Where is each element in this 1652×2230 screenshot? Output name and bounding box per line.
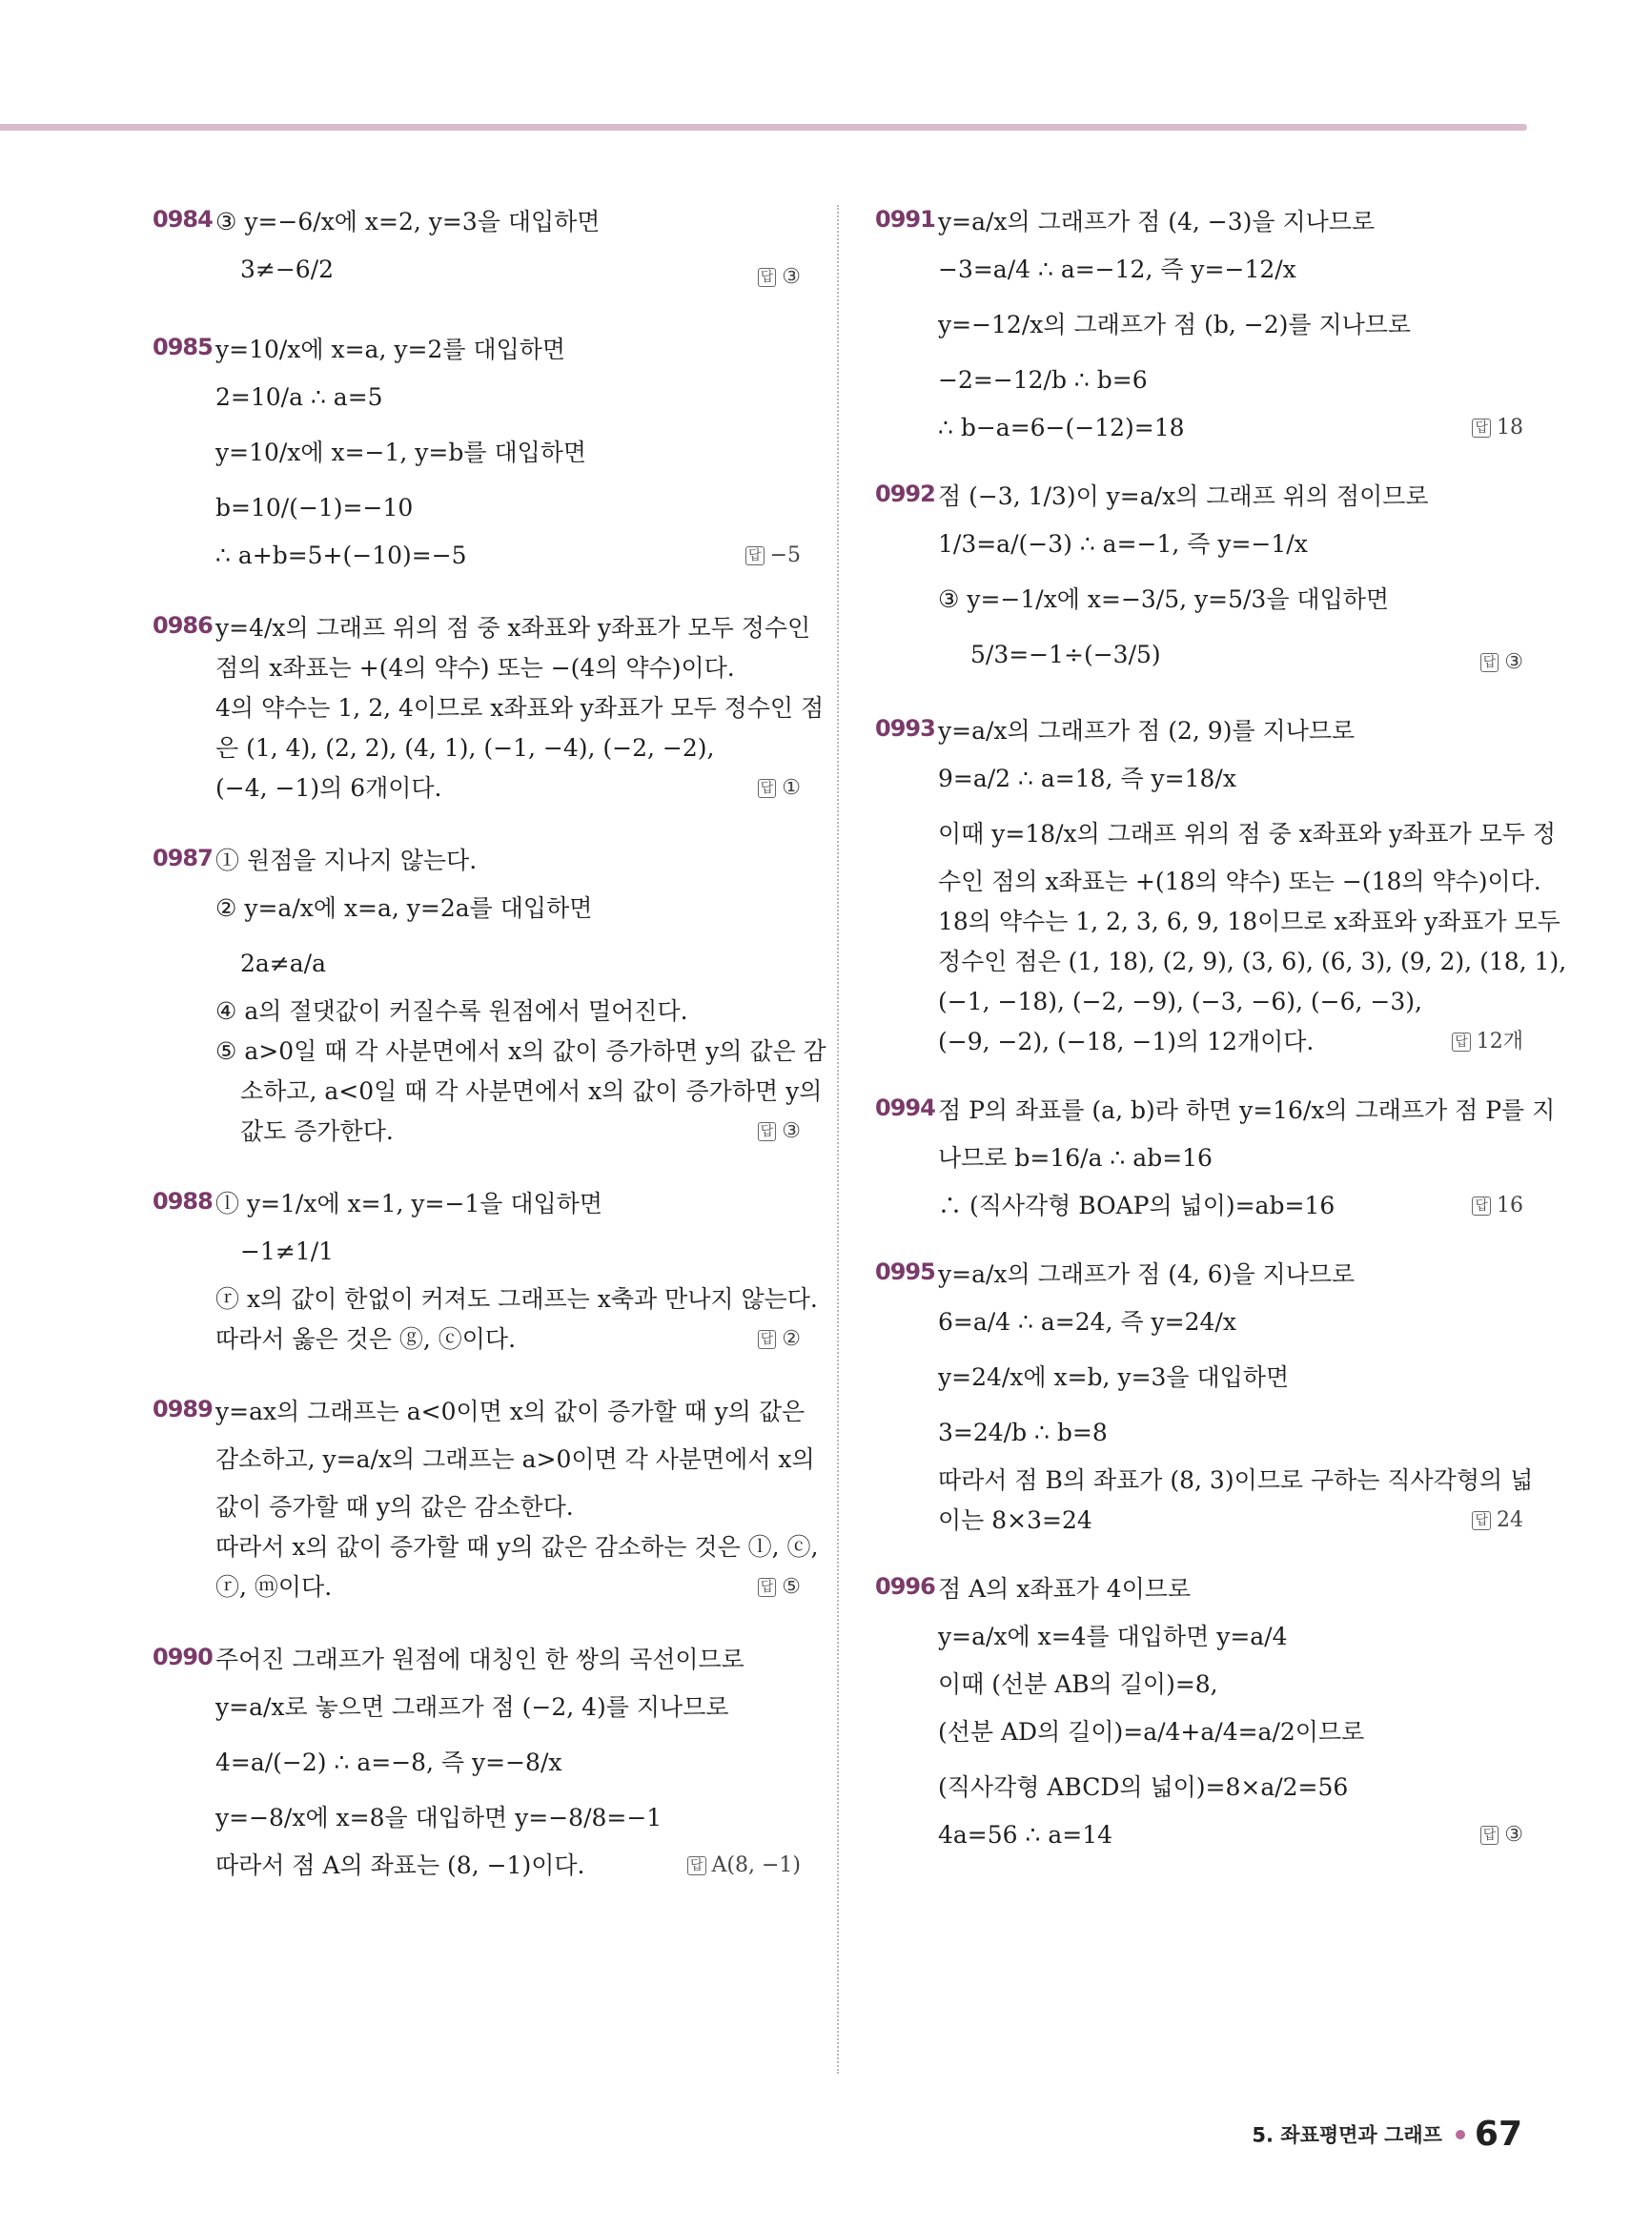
- solution-line: [215, 202, 801, 242]
- problem-0986: [153, 608, 825, 808]
- solution-line: [938, 1569, 1523, 1609]
- answer-value: 18: [1497, 415, 1523, 440]
- solution-text: ① 원점을 지나지 않는다.: [215, 847, 478, 874]
- solution-text: 6=a/4 ∴ a=24, 즉 y=24/x: [938, 1308, 1236, 1336]
- answer-value: −5: [769, 542, 801, 567]
- answer-mark-icon: 답: [758, 779, 777, 798]
- problem-0992: [875, 477, 1523, 683]
- answer-label: [687, 1853, 801, 1878]
- problem-0989: [153, 1392, 819, 1607]
- problem-number: 0988: [153, 1188, 213, 1215]
- solution-text: b=10/(−1)=−10: [215, 494, 414, 522]
- solution-line: [215, 841, 801, 881]
- solution-text: 3=24/b ∴ b=8: [938, 1419, 1108, 1446]
- answer-mark-icon: 답: [1472, 1511, 1491, 1530]
- solution-text: 나므로 b=16/a ∴ ab=16: [938, 1144, 1213, 1172]
- answer-mark-icon: 답: [1472, 419, 1491, 438]
- problem-0985: [153, 330, 801, 576]
- solution-text: 4의 약수는 1, 2, 4이므로 x좌표와 y좌표가 모두 정수인 점: [215, 694, 825, 722]
- solution-line: [215, 1567, 801, 1607]
- solution-line: [215, 1392, 806, 1432]
- solution-line: [215, 1032, 826, 1072]
- solution-text: y=a/x의 그래프가 점 (2, 9)를 지나므로: [938, 717, 1356, 745]
- solution-text: 18의 약수는 1, 2, 3, 6, 9, 18이므로 x좌표와 y좌표가 모두: [938, 908, 1560, 935]
- solution-text: 따라서 옳은 것은 ⓖ, ⓒ이다.: [215, 1325, 517, 1353]
- solution-text: 4=a/(−2) ∴ a=−8, 즉 y=−8/x: [215, 1749, 562, 1776]
- solution-text: ∴ (직사각형 BOAP의 넓이)=ab=16: [938, 1192, 1336, 1219]
- solution-text: ⓡ, ⓜ이다.: [215, 1573, 333, 1601]
- solution-text: ⓛ y=1/x에 x=1, y=−1을 대입하면: [215, 1190, 603, 1217]
- solution-line: [215, 536, 801, 576]
- solution-text: 소하고, a<0일 때 각 사분면에서 x의 값이 증가하면 y의: [240, 1077, 823, 1105]
- answer-mark-icon: 답: [758, 1122, 777, 1141]
- problem-number: 0996: [875, 1573, 935, 1600]
- solution-text: y=24/x에 x=b, y=3을 대입하면: [938, 1363, 1290, 1391]
- solution-line: [938, 942, 1567, 982]
- solution-text: ⑤ a>0일 때 각 사분면에서 x의 값이 증가하면 y의 값은 감: [215, 1037, 826, 1065]
- answer-label: [745, 543, 801, 568]
- solution-text: 수인 점의 x좌표는 +(18의 약수) 또는 −(18의 약수)이다.: [938, 868, 1541, 895]
- solution-line: [938, 1350, 1523, 1405]
- problem-number: 0994: [875, 1095, 935, 1121]
- solution-line: [938, 1091, 1556, 1131]
- solution-line: [938, 711, 1523, 751]
- problem-number: 0991: [875, 206, 935, 233]
- problem-0988: [153, 1184, 818, 1360]
- solution-line: [938, 1609, 1523, 1665]
- solution-text: ⓡ x의 값이 한없이 커져도 그래프는 x축과 만나지 않는다.: [215, 1285, 818, 1313]
- answer-value: ③: [782, 1118, 801, 1143]
- solution-line: [215, 608, 811, 648]
- solution-line: [215, 1680, 801, 1735]
- solution-text: (−9, −2), (−18, −1)의 12개이다.: [938, 1028, 1315, 1055]
- problem-0990: [153, 1640, 801, 1886]
- solution-text: y=−8/x에 x=8을 대입하면 y=−8/8=−1: [215, 1804, 663, 1831]
- solution-text: y=ax의 그래프는 a<0이면 x의 값이 증가할 때 y의 값은: [215, 1398, 806, 1425]
- solution-line: [938, 202, 1523, 242]
- solution-text: y=4/x의 그래프 위의 점 중 x좌표와 y좌표가 모두 정수인: [215, 614, 811, 642]
- solution-line: [938, 1501, 1523, 1541]
- solution-text: 따라서 점 B의 좌표가 (8, 3)이므로 구하는 직사각형의 넓: [938, 1466, 1534, 1494]
- problem-0987: [153, 841, 826, 1152]
- solution-text: 점 A의 x좌표가 4이므로: [938, 1575, 1192, 1603]
- solution-text: 감소하고, y=a/x의 그래프는 a>0이면 각 사분면에서 x의: [215, 1445, 815, 1473]
- solution-text: y=10/x에 x=a, y=2를 대입하면: [215, 336, 566, 363]
- solution-line: [938, 408, 1523, 448]
- solution-line: [938, 1760, 1523, 1815]
- solution-line: [215, 1846, 801, 1886]
- solution-line: [215, 1320, 801, 1360]
- solution-text: ③ y=−1/x에 x=−3/5, y=5/3을 대입하면: [938, 585, 1390, 613]
- solution-line: [938, 751, 1523, 807]
- solution-line: [215, 992, 801, 1032]
- solution-line: [215, 1224, 801, 1279]
- solution-line: [938, 1255, 1523, 1295]
- top-accent-rule: [0, 124, 1527, 131]
- solution-text: ④ a의 절댓값이 커질수록 원점에서 멀어진다.: [215, 997, 688, 1025]
- page-footer: [1252, 2115, 1522, 2154]
- solution-line: [215, 1432, 815, 1487]
- problem-number: 0987: [153, 845, 213, 871]
- solution-text: −2=−12/b ∴ b=6: [938, 366, 1148, 394]
- answer-label: [1480, 1823, 1523, 1848]
- solution-line: [938, 1665, 1523, 1705]
- solution-text: ∴ b−a=6−(−12)=18: [938, 414, 1185, 441]
- solution-line: [938, 1815, 1523, 1855]
- answer-label: [758, 1575, 801, 1600]
- solution-text: (−4, −1)의 6개이다.: [215, 774, 442, 802]
- solution-text: −1≠1/1: [240, 1238, 335, 1265]
- solution-text: 9=a/2 ∴ a=18, 즉 y=18/x: [938, 765, 1236, 792]
- solution-text: 점 (−3, 1/3)이 y=a/x의 그래프 위의 점이므로: [938, 482, 1429, 510]
- problem-0996: [875, 1569, 1523, 1855]
- solution-text: 정수인 점은 (1, 18), (2, 9), (3, 6), (6, 3), (9, 2), (18, 1),: [938, 948, 1567, 975]
- answer-mark-icon: 답: [1452, 1033, 1471, 1052]
- column-divider: [837, 205, 839, 2074]
- solution-line: [215, 1790, 801, 1846]
- solution-text: 따라서 x의 값이 증가할 때 y의 값은 감소하는 것은 ⓛ, ⓒ,: [215, 1533, 819, 1561]
- solution-line: [215, 1640, 801, 1680]
- solution-text: 은 (1, 4), (2, 2), (4, 1), (−1, −4), (−2, −2),: [215, 734, 715, 762]
- solution-line: [215, 648, 801, 688]
- solution-line: [215, 1184, 801, 1224]
- solution-line: [215, 370, 801, 425]
- right-column: [875, 202, 1567, 1855]
- solution-text: 2=10/a ∴ a=5: [215, 383, 383, 411]
- problem-number: 0992: [875, 481, 935, 507]
- solution-text: 점의 x좌표는 +(4의 약수) 또는 −(4의 약수)이다.: [215, 654, 735, 682]
- problem-0991: [875, 202, 1523, 448]
- solution-line: [938, 862, 1541, 902]
- solution-line: [215, 242, 801, 297]
- solution-line: [938, 1295, 1523, 1350]
- solution-text: ∴ a+b=5+(−10)=−5: [215, 542, 467, 569]
- answer-value: ③: [1504, 1822, 1523, 1847]
- problem-0984: [153, 202, 801, 297]
- solution-text: 4a=56 ∴ a=14: [938, 1821, 1113, 1849]
- solution-line: [215, 688, 825, 728]
- answer-mark-icon: 답: [758, 1578, 777, 1597]
- solution-line: [938, 477, 1523, 517]
- answer-value: A(8, −1): [711, 1852, 801, 1877]
- solution-line: [215, 881, 801, 936]
- solution-line: [938, 627, 1523, 683]
- solution-text: 이때 y=18/x의 그래프 위의 점 중 x좌표와 y좌표가 모두 정: [938, 820, 1556, 848]
- footer-dot-icon: [1456, 2130, 1465, 2139]
- solution-line: [938, 1405, 1523, 1461]
- solution-text: y=−12/x의 그래프가 점 (b, −2)를 지나므로: [938, 311, 1412, 338]
- solution-line: [215, 1112, 801, 1152]
- answer-mark-icon: 답: [758, 268, 777, 287]
- solution-line: [215, 481, 801, 536]
- solution-line: [215, 1279, 818, 1320]
- solution-text: 점 P의 좌표를 (a, b)라 하면 y=16/x의 그래프가 점 P를 지: [938, 1096, 1556, 1124]
- solution-line: [938, 807, 1556, 862]
- solution-line: [938, 517, 1523, 572]
- solution-text: 2a≠a/a: [240, 950, 326, 977]
- solution-text: y=a/x의 그래프가 점 (4, −3)을 지나므로: [938, 208, 1376, 235]
- problem-number: 0986: [153, 612, 213, 639]
- problem-number: 0989: [153, 1396, 213, 1422]
- solution-text: 주어진 그래프가 원점에 대칭인 한 쌍의 곡선이므로: [215, 1646, 744, 1673]
- solution-line: [938, 982, 1523, 1022]
- solution-line: [938, 1022, 1523, 1062]
- solution-text: 1/3=a/(−3) ∴ a=−1, 즉 y=−1/x: [938, 530, 1308, 558]
- answer-label: [1480, 650, 1523, 675]
- solution-line: [938, 902, 1560, 942]
- solution-line: [215, 936, 801, 992]
- solution-line: [938, 353, 1523, 408]
- solution-text: y=a/x의 그래프가 점 (4, 6)을 지나므로: [938, 1260, 1356, 1288]
- solution-text: 이는 8×3=24: [938, 1506, 1092, 1534]
- solution-text: 이때 (선분 AB의 길이)=8,: [938, 1670, 1218, 1698]
- problem-0993: [875, 711, 1567, 1062]
- solution-line: [938, 297, 1523, 353]
- answer-mark-icon: 답: [1480, 653, 1499, 672]
- answer-mark-icon: 답: [687, 1856, 706, 1875]
- answer-label: [758, 1119, 801, 1144]
- solution-line: [938, 1461, 1534, 1501]
- solution-text: 5/3=−1÷(−3/5): [970, 641, 1161, 668]
- solution-line: [938, 572, 1523, 627]
- solution-text: y=a/x로 놓으면 그래프가 점 (−2, 4)를 지나므로: [215, 1693, 729, 1721]
- solution-text: −3=a/4 ∴ a=−12, 즉 y=−12/x: [938, 256, 1296, 283]
- problem-0995: [875, 1255, 1534, 1541]
- solution-line: [215, 1487, 801, 1527]
- solution-line: [938, 242, 1523, 297]
- answer-mark-icon: 답: [745, 546, 765, 565]
- solution-line: [215, 330, 801, 370]
- solution-line: [938, 1131, 1523, 1186]
- answer-label: [758, 1327, 801, 1352]
- solution-text: 3≠−6/2: [240, 256, 335, 283]
- answer-value: 16: [1497, 1193, 1523, 1217]
- answer-value: ⑤: [782, 1574, 801, 1599]
- page-number: 67: [1474, 2115, 1522, 2154]
- answer-value: ③: [782, 264, 801, 289]
- answer-value: ③: [1504, 649, 1523, 674]
- problem-number: 0985: [153, 334, 213, 360]
- solution-text: 값이 증가할 때 y의 값은 감소한다.: [215, 1493, 574, 1521]
- answer-value: 24: [1497, 1507, 1523, 1532]
- solution-text: ② y=a/x에 x=a, y=2a를 대입하면: [215, 894, 593, 922]
- solution-line: [215, 1735, 801, 1790]
- solution-line: [938, 1186, 1523, 1226]
- answer-label: [1452, 1030, 1523, 1054]
- solution-text: (−1, −18), (−2, −9), (−3, −6), (−6, −3),: [938, 988, 1422, 1015]
- left-column: [153, 202, 826, 1886]
- answer-value: ①: [782, 775, 801, 800]
- solution-text: 따라서 점 A의 좌표는 (8, −1)이다.: [215, 1852, 585, 1879]
- solution-line: [215, 728, 801, 768]
- answer-value: 12개: [1476, 1029, 1523, 1054]
- solution-line: [215, 425, 801, 481]
- problem-number: 0990: [153, 1644, 213, 1670]
- solution-text: (선분 AD의 길이)=a/4+a/4=a/2이므로: [938, 1718, 1365, 1746]
- problem-number: 0993: [875, 715, 935, 742]
- problem-number: 0995: [875, 1258, 935, 1285]
- solution-text: 값도 증가한다.: [240, 1117, 394, 1145]
- solution-text: (직사각형 ABCD의 넓이)=8×a/2=56: [938, 1773, 1349, 1801]
- answer-mark-icon: 답: [758, 1330, 777, 1349]
- problem-0994: [875, 1091, 1556, 1226]
- answer-value: ②: [782, 1326, 801, 1351]
- answer-label: [758, 776, 801, 801]
- solution-line: [215, 1527, 819, 1567]
- answer-mark-icon: 답: [1480, 1826, 1499, 1845]
- solution-text: ③ y=−6/x에 x=2, y=3을 대입하면: [215, 208, 601, 235]
- answer-label: [1472, 1508, 1523, 1533]
- answer-label: [1472, 1194, 1523, 1218]
- solution-text: y=a/x에 x=4를 대입하면 y=a/4: [938, 1623, 1288, 1650]
- solution-line: [938, 1705, 1523, 1760]
- answer-label: [758, 265, 801, 290]
- solution-line: [215, 1072, 823, 1112]
- problem-number: 0984: [153, 206, 213, 233]
- answer-label: [1472, 416, 1523, 440]
- solution-line: [215, 768, 801, 808]
- chapter-title: 5. 좌표평면과 그래프: [1252, 2123, 1442, 2147]
- solution-text: y=10/x에 x=−1, y=b를 대입하면: [215, 439, 587, 466]
- answer-mark-icon: 답: [1472, 1197, 1491, 1216]
